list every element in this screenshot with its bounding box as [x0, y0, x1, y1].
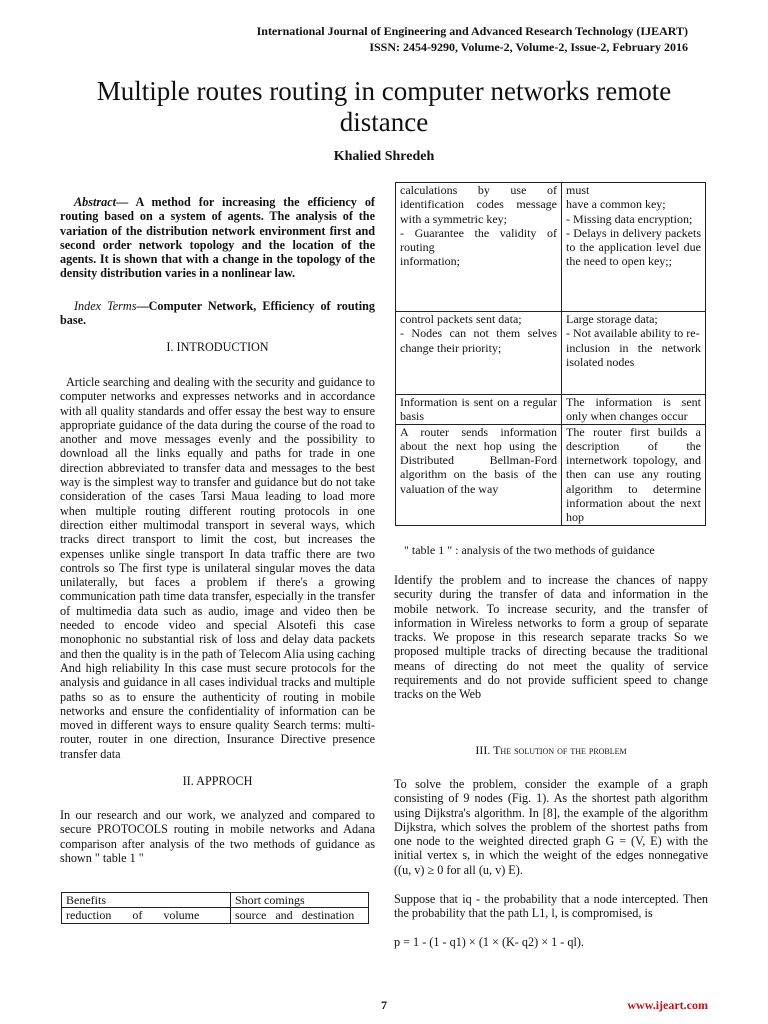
table-cell: source and destination: [231, 908, 369, 923]
table-row: [62, 893, 369, 908]
table-head-shortcomings: Short comings: [231, 893, 369, 908]
section-heading-approach: II. APPROCH: [182, 774, 253, 788]
author-name: Khalied Shredeh: [333, 149, 435, 164]
table-cell: The router first builds a description of the internetwork topology, and then can use any routing algorithm to determine information about the next hop: [562, 424, 706, 525]
table-row: [62, 908, 369, 923]
table-caption: " table 1 " : analysis of the two methods of guidance: [404, 543, 655, 557]
table-head-benefits: Benefits: [62, 893, 231, 908]
table-cell: reduction of volume: [62, 908, 231, 923]
probability-formula: p = 1 - (1 - q1) × (1 × (K- q2) × 1 - ql).: [394, 935, 584, 949]
paper-title: Multiple routes routing in computer networks remote distance: [96, 76, 672, 137]
index-terms-text: —Computer Network, Efficiency of routing base.: [60, 299, 375, 328]
section-heading-solution-label: III. The solution of the problem: [475, 743, 627, 757]
page-number: 7: [381, 998, 387, 1012]
table-row: [396, 424, 706, 525]
table-cell: control packets sent data; - Nodes can not them selves change their priority;: [396, 312, 562, 395]
abstract-text: — A method for increasing the efficiency of routing based on a system of agents. The analysis of the variation of the distribution network environment first and second order network topology and the location of the agents. It is shown that with a change in the topology of the density distribution varies in a nonlinear law.: [60, 195, 375, 281]
suppose-text: Suppose that iq - the probability that a node intercepted. Then the probability that the path L1, l, is compromised, is: [394, 892, 708, 921]
problem-identification-text: Identify the problem and to increase the chances of nappy security during the transfer of data and information in the mobile network. To increase security, and the transfer of information in Wireless networks to form a group of separate tracks. We propose in this research separate tracks So we proposed multiple tracks of directing because the traditional means of directing do not meet the quality of service requirements and do not provide sufficient speed to change tracks on the Web: [394, 573, 708, 702]
section-heading-introduction: I. INTRODUCTION: [166, 340, 269, 354]
issn-line: ISSN: 2454-9290, Volume-2, Volume-2, Issue-2, February 2016: [369, 40, 688, 54]
journal-website-link[interactable]: www.ijeart.com: [627, 998, 708, 1012]
comparison-table-continued: [395, 182, 706, 526]
introduction-text: Article searching and dealing with the security and guidance to computer networks and expresses networks and in accordance with all quality standards and offer essay the best way to ensure appropriate guidance of the data during the course of the road to another and move messages evenly and the possibility to download all the links equally and paths for trade in one direction abbreviated to transfer data and messages to the best way is the simplest way to transfer and guidance but do not take consideration of the cases Tarsi Maua leading to load more when multiple routing different routing protocols in one direction either multimodal transport in several ways, which tracks direct transport to limit the cost, but increases the expenses unlike single transport In data traffic there are two controls so The first type is unilateral singular moves the data unilaterally, but faces a problem if there's a growing communication path time data transfer, especially in the transfer of multimedia data such as audio, image and video then be needed to encode video and special Alsotefi this case monophonic no substantial risk of loss and delay data packets and then the quality is in the path of Telecom Alia using caching And high reliability In this case must secure protocols for the analysis and guidance in all cases individual tracks and multiple paths so as to ensure the authenticity of routing in mobile networks and ensure the confidentiality of information can be moved in different ways to ensure quality Search terms: multi-router, router in one direction, Insurance Directive presence transfer data: [60, 375, 375, 761]
section-heading-solution: [394, 743, 708, 757]
table-cell: A router sends information about the next hop using the Distributed Bellman-Ford algorithm on the basis of the valuation of the way: [396, 424, 562, 525]
solution-text: To solve the problem, consider the example of a graph consisting of 9 nodes (Fig. 1). As the shortest path algorithm using Dijkstra's algorithm. In [8], the example of the algorithm Dijkstra, which solves the problem of the shortest paths from one node to the weighted directed graph G = (V, E) with the initial vertex s, in which the weight of the edges nonnegative ((u, v) ≥ 0 for all (u, v) E).: [394, 777, 708, 877]
table-cell: must have a common key; - Missing data encryption; - Delays in delivery packets to the application level due the need to open key;;: [562, 183, 706, 312]
table-row: [396, 183, 706, 312]
abstract: [60, 195, 375, 281]
table-cell: calculations by use of identification codes message with a symmetric key; - Guarantee the validity of routing information;: [396, 183, 562, 312]
journal-name: International Journal of Engineering and Advanced Research Technology (IJEART): [256, 24, 688, 38]
index-terms: [60, 299, 375, 328]
table-cell: The information is sent only when changes occur: [562, 395, 706, 425]
comparison-table-start: [61, 892, 369, 924]
approach-text: In our research and our work, we analyzed and compared to secure PROTOCOLS routing in mobile networks and Adana comparison after analysis of the two methods of guidance as shown " table 1 ": [60, 808, 375, 865]
index-terms-label: Index Terms: [74, 299, 137, 313]
table-row: [396, 395, 706, 425]
abstract-label: Abstract: [74, 195, 116, 209]
table-row: [396, 312, 706, 395]
table-cell: Large storage data; - Not available ability to re- inclusion in the network isolated nodes: [562, 312, 706, 395]
table-cell: Information is sent on a regular basis: [396, 395, 562, 425]
